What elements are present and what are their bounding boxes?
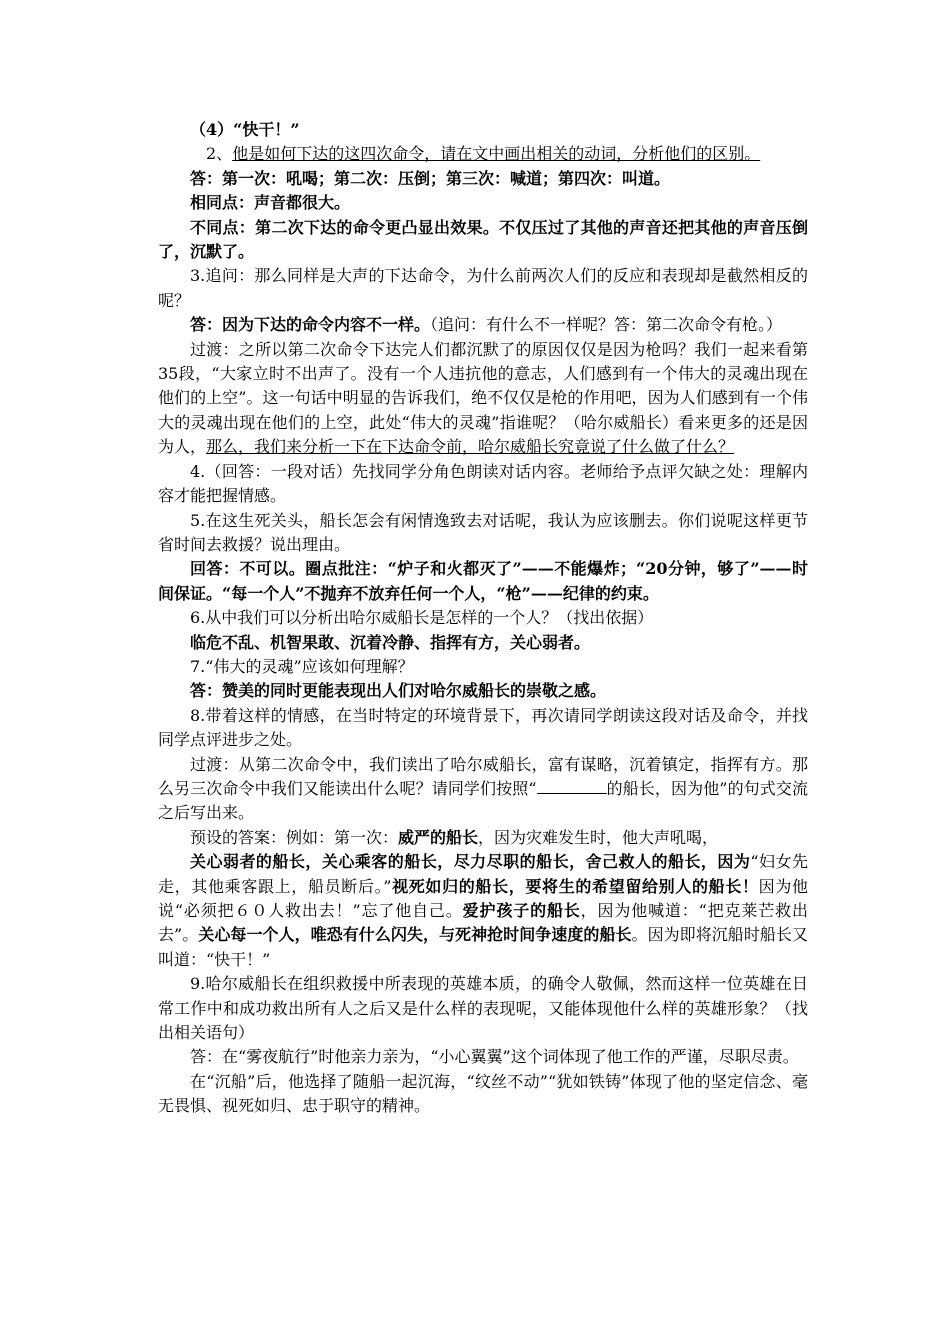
follow-up: （追问：有什么不一样呢？答：第二次命令有枪。）	[430, 315, 783, 335]
text: 回答：不可以。圈点批注：“炉子和火都灭了”——不能爆炸；“20分钟，够了”——时间保证。“每一个人”不抛弃不放弃任何一个人，“枪”——纪律的约束。	[158, 559, 808, 603]
text: 8.带着这样的情感，在当时特定的环境背景下，再次请同学朗读这段对话及命令，并找同学点评进步之处。	[158, 705, 808, 750]
text: 过渡：从第二次命令中，我们读出了哈尔威船长，富有谋略，沉着镇定，指挥有方。那么另三次命令中我们又能读出什么呢？请同学们按照“	[158, 754, 808, 798]
question-number: 2、	[206, 144, 233, 164]
bold-text: 关心每一个人，唯恐有什么闪失，与死神抢时间争速度的船长	[198, 925, 632, 945]
text: 过渡：之所以第二次命令下达完人们都沉默了的原因仅仅是因为枪吗？我们一起来看第35段，“大家立时不出声了。没有一个人违抗他的意志，人们感到有一个伟大的灵魂出现在他们的上空”。这一句话中明显的告诉我们，绝不仅仅是枪的作用吧，因为人们感到有一个伟大的灵魂出现在他们的上空，此处“伟大的灵魂”指谁呢？（哈尔威船长）看来更多的还是因为人，	[158, 339, 808, 457]
preset-answer	[158, 826, 808, 850]
answer-6	[158, 631, 808, 655]
difference	[158, 216, 808, 265]
question-2	[158, 142, 808, 166]
transition-2	[158, 753, 808, 826]
bold-answer: 答：因为下达的命令内容不一样。	[190, 315, 431, 335]
text: 7.“伟大的灵魂”应该如何理解？	[190, 656, 414, 676]
text: 4.（回答：一段对话）先找同学分角色朗读对话内容。老师给予点评欠缺之处：理解内容才能把握情感。	[158, 461, 808, 506]
question-5	[158, 509, 808, 558]
text: 5.在这生死关头，船长怎会有闲情逸致去对话呢，我认为应该删去。你们说呢这样更节省时间去救援？说出理由。	[158, 510, 808, 554]
question-4	[158, 460, 808, 509]
text: 答：在“雾夜航行”时他亲力亲为，“小心翼翼”这个词体现了他工作的严谨，尽职尽责。	[190, 1047, 799, 1067]
text: 6.从中我们可以分析出哈尔威船长是怎样的一个人？（找出依据）	[190, 608, 654, 628]
answer-3	[158, 313, 808, 337]
question-3	[158, 264, 808, 313]
bold-text: 视死如归的船长，要将生的希望留给别人的船长！	[391, 876, 759, 896]
answer-5	[158, 557, 808, 606]
text: 不同点：第二次下达的命令更凸显出效果。不仅压过了其他的声音还把其他的声音压倒了，沉默了。	[158, 217, 808, 262]
text: 答：第一次：吼喝；第二次：压倒；第三次：喊道；第四次：叫道。	[190, 168, 671, 188]
text: 预设的答案：例如：第一次：	[190, 827, 399, 847]
bold-text: 威严的船长	[398, 827, 479, 847]
text: （4）“快干！”	[190, 120, 300, 139]
text: 9.哈尔威船长在组织救援中所表现的英雄本质，的确令人敬佩，然而这样一位英雄在日常工作中和成功救出所有人之后又是什么样的表现呢，又能体现他什么样的英雄形象？（找出相关语句）	[158, 974, 808, 1043]
text: 的船长，因为他”的句式交流之后写出来。	[158, 778, 808, 823]
question-9	[158, 972, 808, 1045]
question-8	[158, 704, 808, 753]
bold-text: 爱护孩子的船长	[462, 901, 581, 920]
answer-9a	[158, 1045, 808, 1069]
transition-1	[158, 338, 808, 460]
answer-verbs	[158, 167, 808, 191]
text: “妇女先走，其他乘客跟上，船员断后。”	[158, 852, 808, 896]
text: ，因为他喊道：“把克莱芒救出去”。	[158, 901, 808, 945]
text: 在“沉船”后，他选择了随船一起沉海，“纹丝不动”“犹如铁铸”体现了他的坚定信念、毫无畏惧、视死如归、忠于职守的精神。	[158, 1071, 808, 1116]
text: 答：赞美的同时更能表现出人们对哈尔威船长的崇敬之感。	[190, 681, 607, 701]
bold-text: 关心弱者的船长，关心乘客的船长，尽力尽职的船长，舍己救人的船长，因为	[190, 852, 751, 872]
answer-7	[158, 679, 808, 703]
text: 因为他说“必须把６０人救出去！”忘了他自己。	[158, 876, 808, 920]
text: 3.追问：那么同样是大声的下达命令，为什么前两次人们的反应和表现却是截然相反的呢？	[158, 266, 808, 310]
document-body	[158, 118, 808, 1119]
text: 。因为即将沉船时船长又叫道：“快干！”	[158, 925, 808, 969]
text: 相同点：声音都很大。	[190, 193, 351, 213]
heading-command-4	[158, 118, 808, 142]
text: ，因为灾难发生时，他大声吼喝，	[478, 827, 719, 847]
question-6	[158, 606, 808, 630]
preset-answer-details	[158, 850, 808, 972]
answer-9b	[158, 1070, 808, 1119]
underlined-question: 那么，我们来分析一下在下达命令前，哈尔威船长究竟说了什么做了什么？	[206, 437, 735, 457]
text: 临危不乱、机智果敢、沉着冷静、指挥有方，关心弱者。	[190, 632, 591, 652]
similarity	[158, 191, 808, 215]
underlined-question: 他是如何下达的这四次命令，请在文中画出相关的动词，分析他们的区别。	[232, 144, 761, 164]
fill-in-blank	[537, 779, 607, 794]
question-7	[158, 655, 808, 679]
